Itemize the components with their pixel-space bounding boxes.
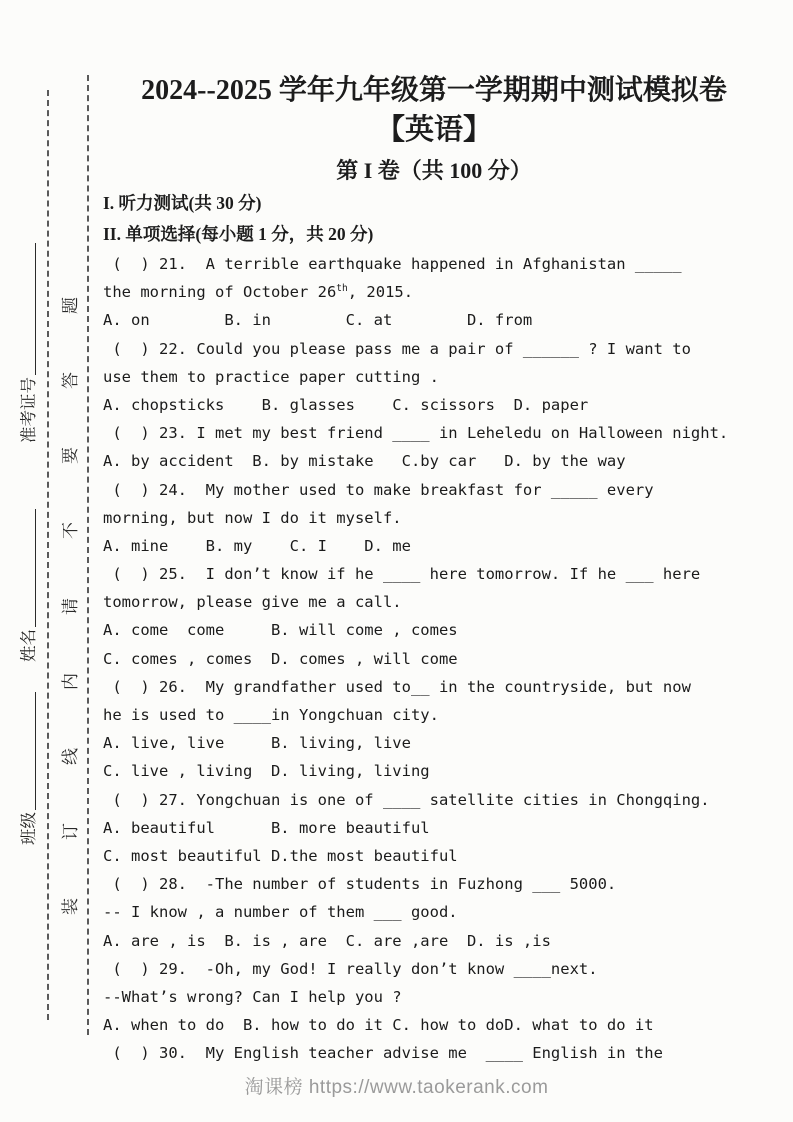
continuation-line: --What’s wrong? Can I help you ? bbox=[103, 987, 402, 1006]
question-line: ( ) 21. A terrible earthquake happened in Afghanistan _____ bbox=[103, 255, 682, 273]
continuation-line: he is used to ____in Yongchuan city. bbox=[103, 706, 439, 724]
student-field-label: 班级 bbox=[19, 812, 38, 845]
question-line: ( ) 28. -The number of students in Fuzhong ___ 5000. bbox=[103, 875, 617, 894]
question-line: ( ) 24. My mother used to make breakfast for _____ every bbox=[103, 480, 654, 499]
options-line: C. comes , comes D. comes , will come bbox=[103, 649, 458, 668]
question-line: ( ) 22. Could you please pass me a pair of ______ ? I want to bbox=[103, 339, 691, 358]
options-line: A. are , is B. is , are C. are ,are D. is ,is bbox=[103, 931, 551, 950]
page-title: 2024--2025 学年九年级第一学期期中测试模拟卷 bbox=[141, 75, 727, 106]
options-line: C. live , living D. living, living bbox=[103, 762, 430, 781]
continuation-line bbox=[103, 278, 765, 306]
question-line: ( ) 27. Yongchuan is one of ____ satellite cities in Chongqing. bbox=[103, 790, 710, 809]
question-line: ( ) 29. -Oh, my God! I really don’t know ____next. bbox=[103, 959, 598, 978]
binding-text-char: 答 bbox=[60, 372, 80, 390]
line-text: , 2015. bbox=[347, 283, 414, 302]
binding-text-char: 请 bbox=[60, 597, 80, 615]
options-line: A. by accident B. by mistake C.by car D. by the way bbox=[103, 452, 626, 471]
binding-dashed-line-right bbox=[87, 75, 89, 1035]
options-line: C. most beautiful D.the most beautiful bbox=[103, 846, 458, 865]
page-subtitle: 【英语】 bbox=[375, 114, 492, 146]
question-line: ( ) 23. I met my best friend ____ in Leheledu on Halloween night. bbox=[103, 424, 729, 443]
footer-watermark: 淘课榜 https://www.taokerank.com bbox=[244, 1077, 549, 1098]
student-field-blank bbox=[33, 692, 36, 810]
binding-text-char: 要 bbox=[60, 447, 80, 465]
part2-heading: II. 单项选择(每小题 1 分，共 20 分) bbox=[103, 224, 374, 244]
binding-text-column bbox=[53, 293, 83, 919]
options-line: A. on B. in C. at D. from bbox=[103, 311, 533, 330]
student-field-label: 准考证号 bbox=[19, 377, 38, 443]
exam-content bbox=[103, 74, 765, 1067]
question-line: ( ) 25. I don’t know if he ____ here tomorrow. If he ___ here bbox=[103, 565, 701, 584]
student-field-blank bbox=[33, 243, 36, 375]
continuation-line: -- I know , a number of them ___ good. bbox=[103, 903, 458, 922]
options-line: A. come come B. will come , comes bbox=[103, 621, 458, 640]
options-line: A. mine B. my C. I D. me bbox=[103, 536, 411, 555]
options-line: A. live, live B. living, live bbox=[103, 734, 411, 753]
continuation-line: tomorrow, please give me a call. bbox=[103, 593, 402, 612]
binding-text-char: 题 bbox=[60, 297, 80, 314]
options-line: A. when to do B. how to do it C. how to doD. what to do it bbox=[103, 1016, 654, 1035]
student-field-label: 姓名 bbox=[19, 629, 38, 662]
continuation-line: morning, but now I do it myself. bbox=[103, 508, 402, 527]
superscript-text: th bbox=[336, 283, 348, 295]
question-list bbox=[103, 250, 765, 1067]
section-heading: 第 I 卷（共 100 分） bbox=[336, 158, 532, 183]
binding-text-char: 装 bbox=[60, 898, 80, 915]
student-info-fields bbox=[14, 235, 40, 845]
binding-text-char: 内 bbox=[60, 672, 80, 690]
options-line: A. beautiful B. more beautiful bbox=[103, 818, 430, 837]
line-text: the morning of October 26 bbox=[103, 283, 337, 302]
binding-text-char: 不 bbox=[60, 522, 80, 540]
binding-dashed-line-left bbox=[47, 90, 49, 1020]
binding-text-char: 订 bbox=[60, 822, 80, 840]
binding-text-char: 线 bbox=[60, 747, 80, 765]
question-line: ( ) 30. My English teacher advise me ____ English in the bbox=[103, 1044, 663, 1063]
continuation-line: use them to practice paper cutting . bbox=[103, 367, 439, 386]
question-line: ( ) 26. My grandfather used to__ in the countryside, but now bbox=[103, 677, 691, 696]
part1-heading: I. 听力测试(共 30 分) bbox=[103, 193, 262, 213]
student-field-blank bbox=[33, 509, 36, 627]
options-line: A. chopsticks B. glasses C. scissors D. paper bbox=[103, 395, 589, 414]
